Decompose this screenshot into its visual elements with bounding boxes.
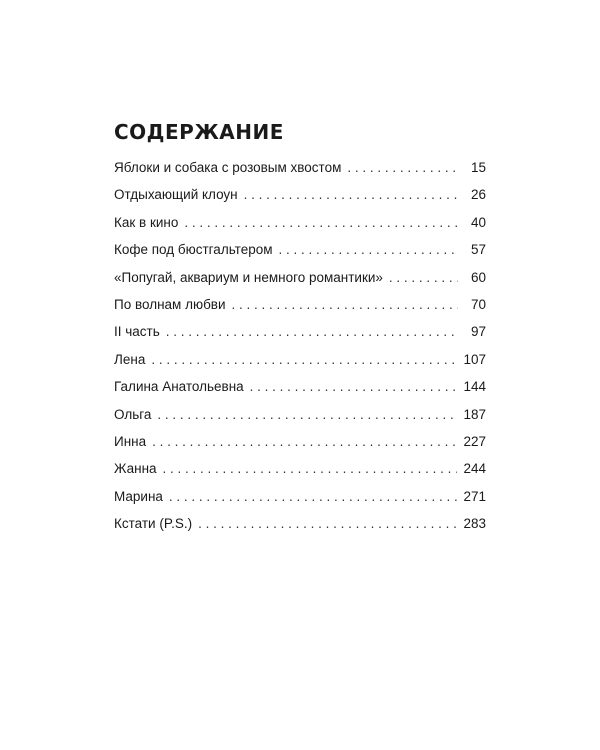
toc-leader-dots bbox=[152, 434, 457, 449]
toc-entry-page: 60 bbox=[470, 269, 486, 285]
toc-entry bbox=[114, 434, 486, 461]
toc-entry-page: 227 bbox=[463, 433, 486, 449]
toc-entry-page: 283 bbox=[463, 516, 486, 532]
toc-entry-page: 40 bbox=[470, 214, 486, 230]
toc-entry bbox=[114, 270, 486, 297]
toc-entry bbox=[114, 407, 486, 434]
toc-entry bbox=[114, 461, 486, 488]
toc-entry bbox=[114, 324, 486, 351]
toc-entry-page: 107 bbox=[463, 351, 486, 367]
toc-entry-title: Отдыхающий клоун bbox=[114, 187, 238, 203]
toc-entry-page: 26 bbox=[470, 187, 486, 203]
toc-leader-dots bbox=[279, 242, 458, 257]
toc-entry-page: 15 bbox=[470, 160, 486, 175]
toc-entry-title: Галина Анатольевна bbox=[114, 379, 244, 395]
toc-entry-title: Кофе под бюстгальтером bbox=[114, 242, 273, 258]
toc-entry-page: 97 bbox=[470, 324, 486, 340]
toc-entry-title: Ольга bbox=[114, 406, 152, 422]
toc-entry bbox=[114, 297, 486, 324]
toc-leader-dots bbox=[389, 270, 458, 285]
toc-leader-dots bbox=[347, 160, 458, 175]
toc-leader-dots bbox=[244, 187, 458, 202]
toc-entry bbox=[114, 379, 486, 406]
toc-list bbox=[114, 160, 486, 543]
toc-entry bbox=[114, 489, 486, 516]
toc-entry bbox=[114, 160, 486, 187]
toc-leader-dots bbox=[157, 407, 457, 422]
toc-leader-dots bbox=[169, 489, 458, 504]
toc-entry-page: 57 bbox=[470, 242, 486, 258]
toc-entry-title: «Попугай, аквариум и немного романтики» bbox=[114, 269, 383, 285]
toc-entry bbox=[114, 187, 486, 214]
toc-leader-dots bbox=[250, 379, 458, 394]
toc-entry bbox=[114, 242, 486, 269]
toc-leader-dots bbox=[163, 461, 458, 476]
toc-entry-title: Жанна bbox=[114, 461, 157, 477]
toc-heading: СОДЕРЖАНИЕ bbox=[114, 120, 284, 144]
toc-entry-title: По волнам любви bbox=[114, 296, 226, 312]
toc-entry bbox=[114, 516, 486, 543]
toc-entry bbox=[114, 352, 486, 379]
toc-entry-page: 244 bbox=[463, 461, 486, 477]
toc-entry-title: Марина bbox=[114, 488, 163, 504]
toc-leader-dots bbox=[166, 324, 458, 339]
toc-entry bbox=[114, 215, 486, 242]
toc-entry-page: 144 bbox=[463, 379, 486, 395]
toc-entry-title: Яблоки и собака с розовым хвостом bbox=[114, 160, 342, 175]
toc-entry-page: 187 bbox=[463, 406, 486, 422]
toc-leader-dots bbox=[198, 516, 457, 531]
toc-entry-page: 70 bbox=[470, 296, 486, 312]
toc-entry-title: Кстати (P.S.) bbox=[114, 516, 193, 532]
toc-leader-dots bbox=[232, 297, 458, 312]
toc-leader-dots bbox=[151, 352, 457, 367]
toc-entry-title: II часть bbox=[114, 324, 160, 340]
toc-entry-title: Инна bbox=[114, 433, 147, 449]
toc-entry-page: 271 bbox=[463, 488, 486, 504]
toc-leader-dots bbox=[184, 215, 458, 230]
toc-entry-title: Как в кино bbox=[114, 214, 179, 230]
toc-entry-title: Лена bbox=[114, 351, 146, 367]
